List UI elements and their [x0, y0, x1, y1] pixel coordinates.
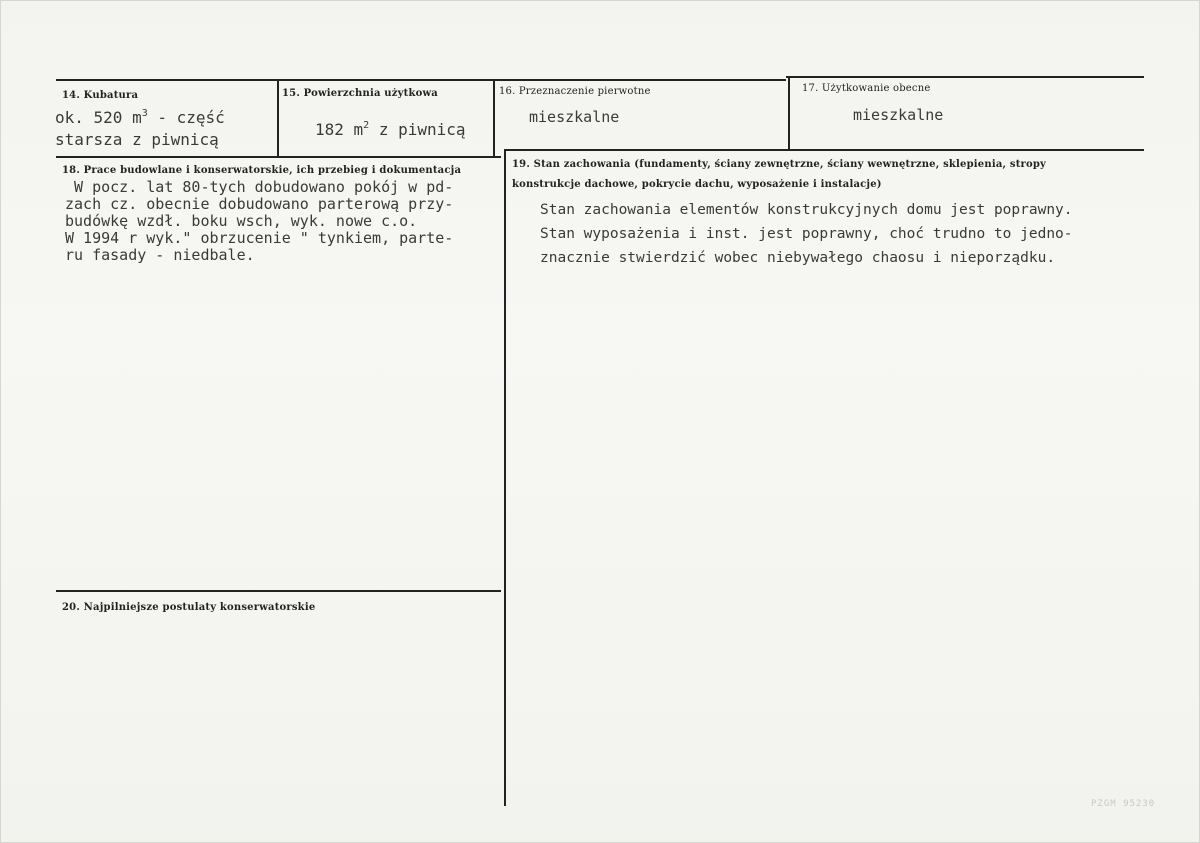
field-14-label: 14. Kubatura — [62, 90, 139, 101]
section20-rule — [56, 590, 501, 592]
field-18-line-5: ru fasady - niedbale. — [65, 246, 255, 264]
top-rule-right — [786, 76, 1144, 78]
field-18-line-2: zach cz. obecnie dobudowano parterową przy- — [65, 195, 454, 213]
field-15-label: 15. Powierzchnia użytkowa — [282, 88, 438, 99]
divider-main — [504, 149, 506, 806]
field-14-value-line2: starsza z piwnicą — [55, 130, 219, 149]
field-17-value: mieszkalne — [853, 106, 944, 124]
field-18-line-4: W 1994 r wyk." obrzucenie " tynkiem, parte- — [65, 229, 454, 247]
divider-16-17 — [788, 77, 790, 151]
field-19-label-line1: 19. Stan zachowania (fundamenty, ściany zewnętrzne, ściany wewnętrzne, sklepienia, stropy — [512, 159, 1047, 170]
top-rule-left — [56, 79, 786, 81]
field-18-line-1: W pocz. lat 80-tych dobudowano pokój w pd- — [65, 178, 454, 196]
field-14-value-line1: ok. 520 $m^3$ - część — [55, 108, 225, 127]
field-17-label: 17. Użytkowanie obecne — [802, 83, 931, 94]
field-18-line-3: budówkę wzdł. boku wsch, wyk. nowe c.o. — [65, 212, 418, 230]
field-16-label: 16. Przeznaczenie pierwotne — [499, 86, 651, 97]
field-20-label: 20. Najpilniejsze postulaty konserwatorskie — [62, 602, 316, 613]
field-19-line-3: znacznie stwierdzić wobec niebywałego chaosu i nieporządku. — [540, 250, 1056, 266]
field-15-value: 182 $m^2$ z piwnicą — [315, 120, 466, 139]
field-19-label-line2: konstrukcje dachowe, pokrycie dachu, wyposażenie i instalacje) — [512, 179, 882, 190]
field-19-line-1: Stan zachowania elementów konstrukcyjnych domu jest poprawny. — [540, 202, 1073, 218]
divider-14-15 — [277, 81, 279, 158]
row-rule-right — [506, 149, 1144, 151]
print-mark: PZGM 95230 — [1091, 799, 1156, 809]
field-18-label: 18. Prace budowlane i konserwatorskie, ich przebieg i dokumentacja — [62, 165, 462, 176]
field-16-value: mieszkalne — [529, 108, 620, 126]
field-19-line-2: Stan wyposażenia i inst. jest poprawny, choć trudno to jedno- — [540, 226, 1073, 242]
divider-15-16 — [493, 79, 495, 158]
